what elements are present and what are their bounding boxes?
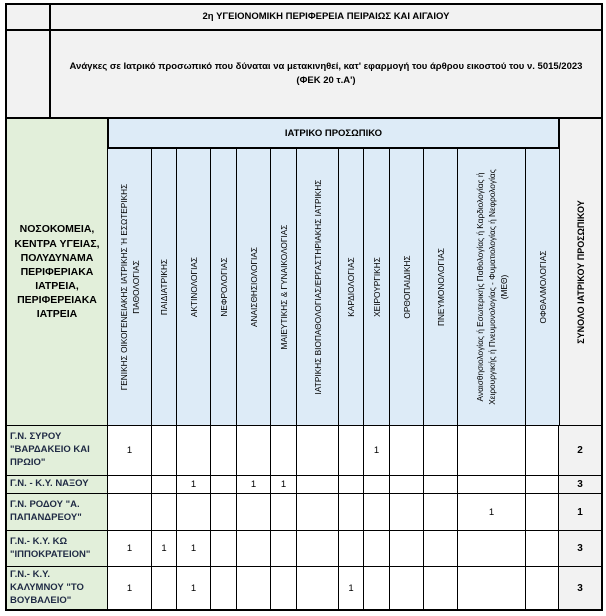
specialty-header-text: ΜΑΙΕΥΤΙΚΗΣ & ΓΥΝΑΙΚΟΛΟΓΙΑΣ xyxy=(278,224,289,350)
value-cell: 1 xyxy=(176,530,211,567)
value-cell xyxy=(296,475,339,494)
specialty-column-header xyxy=(525,147,560,427)
specialty-column-header xyxy=(338,147,364,427)
specialty-header-text: ΝΕΦΡΟΛΟΓΙΑΣ xyxy=(218,257,229,317)
facility-header-text: ΝΟΣΟΚΟΜΕΙΑ, ΚΕΝΤΡΑ ΥΓΕΙΑΣ, ΠΟΛΥΔΥΝΑΜΑ ΠΕΡΙΦΕΡΙΑΚΑ ΙΑΤΡΕΙΑ, ΠΕΡΙΦΕΡΕΙΑΚΑ ΙΑΤΡΕΙΑ xyxy=(14,223,100,321)
value-cell xyxy=(107,475,152,494)
specialty-header-text: ΙΑΤΡΙΚΗΣ ΒΙΟΠΑΘΟΛΟΓΙΑΣ/ΕΡΓΑΣΤΗΡΙΑΚΗΣ ΙΑΤΡΙΚΗΣ xyxy=(312,179,323,395)
row-total-cell: 3 xyxy=(558,530,603,567)
value-cell xyxy=(270,566,297,611)
value-cell xyxy=(296,425,339,476)
region-title-text: 2η ΥΓΕΙΟΝΟΜΙΚΗ ΠΕΡΙΦΕΡΕΙΑ ΠΕΙΡΑΙΩΣ ΚΑΙ ΑΙΓΑΙΟΥ xyxy=(202,11,450,23)
value-cell: 1 xyxy=(176,566,211,611)
value-cell xyxy=(457,425,526,476)
value-cell xyxy=(270,425,297,476)
value-cell xyxy=(363,475,390,494)
specialty-column-header xyxy=(389,147,424,427)
value-cell: 1 xyxy=(363,425,390,476)
row-total-cell: 2 xyxy=(558,425,603,476)
value-cell xyxy=(176,425,211,476)
value-cell xyxy=(457,475,526,494)
specialty-header-text: ΓΕΝΙΚΗΣ ΟΙΚΟΓΕΝΕΙΑΚΗΣ ΙΑΤΡΙΚΗΣ Ή ΕΣΩΤΕΡΙΚΗΣ ΠΑΘΟΛΟΓΙΑΣ xyxy=(118,183,141,391)
facility-name-cell: Γ.Ν. ΡΟΔΟΥ "Α. ΠΑΠΑΝΔΡΕΟΥ" xyxy=(5,493,109,531)
value-cell xyxy=(525,425,560,476)
value-cell xyxy=(338,493,364,531)
value-cell xyxy=(525,475,560,494)
value-cell xyxy=(338,425,364,476)
specialty-header-text: ΟΡΘΟΠΑΙΔΙΚΗΣ xyxy=(401,255,412,319)
page-subtitle-text: Ανάγκες σε Ιατρικό προσωπικό που δύναται να μετακινηθεί, κατ' εφαρμογή του άρθρου εικοστού του ν. 5015/2023 (ΦΕΚ 20 τ.Α') xyxy=(69,61,583,86)
specialty-header-text: ΠΑΙΔΙΑΤΡΙΚΗΣ xyxy=(158,258,169,316)
specialty-column-header xyxy=(363,147,390,427)
value-cell xyxy=(363,530,390,567)
total-header-text: ΣΥΝΟΛΟ ΙΑΤΡΙΚΟΥ ΠΡΟΣΩΠΙΚΟΥ xyxy=(575,200,586,344)
value-cell xyxy=(210,566,237,611)
value-cell xyxy=(423,493,458,531)
specialty-header-text: ΑΚΤΙΝΟΛΟΓΙΑΣ xyxy=(188,256,199,318)
value-cell xyxy=(423,566,458,611)
region-title xyxy=(49,3,603,31)
row-total-cell: 3 xyxy=(558,475,603,494)
value-cell xyxy=(236,566,271,611)
specialty-header-text: ΚΑΡΔΙΟΛΟΓΙΑΣ xyxy=(345,257,356,317)
group-header-text: ΙΑΤΡΙΚΟ ΠΡΟΣΩΠΙΚΟ xyxy=(284,127,383,139)
specialty-column-header xyxy=(236,147,271,427)
value-cell xyxy=(270,493,297,531)
medical-staff-group-header xyxy=(107,117,560,149)
value-cell: 1 xyxy=(107,530,152,567)
facility-column-header xyxy=(5,117,109,427)
value-cell xyxy=(210,493,237,531)
value-cell xyxy=(210,475,237,494)
value-cell xyxy=(270,530,297,567)
value-cell xyxy=(236,493,271,531)
value-cell xyxy=(151,425,177,476)
value-cell xyxy=(389,530,424,567)
value-cell xyxy=(296,530,339,567)
specialty-column-header xyxy=(176,147,211,427)
value-cell xyxy=(389,493,424,531)
value-cell xyxy=(423,475,458,494)
row-total-cell: 3 xyxy=(558,566,603,611)
value-cell xyxy=(389,566,424,611)
value-cell xyxy=(296,493,339,531)
value-cell xyxy=(525,566,560,611)
row-total-cell: 1 xyxy=(558,493,603,531)
value-cell: 1 xyxy=(270,475,297,494)
value-cell xyxy=(525,530,560,567)
value-cell xyxy=(176,493,211,531)
value-cell: 1 xyxy=(107,566,152,611)
specialty-header-text: Αναισθησιολογίας ή Εσωτερικής Παθολογίας ή Καρδιολογίας ή Χειρουργικής ή Πνευμονολογίας - Φυματιολογίας ή Νεφρολογίας (ΜΕΘ) xyxy=(474,169,509,405)
value-cell xyxy=(423,530,458,567)
specialty-column-header xyxy=(457,147,526,427)
specialty-header-text: ΠΝΕΥΜΟΝΟΛΟΓΙΑΣ xyxy=(435,247,446,327)
total-column-header xyxy=(558,117,603,427)
value-cell xyxy=(338,475,364,494)
specialty-header-text: ΟΦΘΑΛΜΟΛΟΓΙΑΣ xyxy=(537,250,548,324)
specialty-column-header xyxy=(296,147,339,427)
value-cell xyxy=(525,493,560,531)
value-cell xyxy=(151,493,177,531)
value-cell xyxy=(151,566,177,611)
value-cell xyxy=(107,493,152,531)
value-cell: 1 xyxy=(151,530,177,567)
facility-name-cell: Γ.Ν.- Κ.Υ. ΚΩ "ΙΠΠΟΚΡΑΤΕΙΟΝ" xyxy=(5,530,109,567)
value-cell xyxy=(389,425,424,476)
specialty-column-header xyxy=(270,147,297,427)
value-cell: 1 xyxy=(457,493,526,531)
specialty-header-text: ΑΝΑΙΣΘΗΣΙΟΛΟΓΙΑΣ xyxy=(248,246,259,328)
value-cell xyxy=(423,425,458,476)
facility-name-cell: Γ.Ν. ΣΥΡΟΥ "ΒΑΡΔΑΚΕΙΟ ΚΑΙ ΠΡΩΙΟ" xyxy=(5,425,109,476)
value-cell xyxy=(363,566,390,611)
value-cell xyxy=(338,530,364,567)
value-cell: 1 xyxy=(236,475,271,494)
value-cell xyxy=(210,425,237,476)
value-cell xyxy=(363,493,390,531)
value-cell xyxy=(296,566,339,611)
value-cell xyxy=(236,425,271,476)
facility-name-cell: Γ.Ν.- Κ.Υ. ΚΑΛΥΜΝΟΥ "ΤΟ ΒΟΥΒΑΛΕΙΟ" xyxy=(5,566,109,611)
facility-name-cell: Γ.Ν. - Κ.Υ. ΝΑΞΟΥ xyxy=(5,475,109,494)
value-cell: 1 xyxy=(176,475,211,494)
specialty-column-header xyxy=(151,147,177,427)
table-bottom-border xyxy=(5,609,603,611)
value-cell xyxy=(457,566,526,611)
value-cell xyxy=(389,475,424,494)
value-cell xyxy=(210,530,237,567)
value-cell: 1 xyxy=(107,425,152,476)
value-cell: 1 xyxy=(338,566,364,611)
page-subtitle xyxy=(49,29,603,119)
value-cell xyxy=(457,530,526,567)
corner-cell-top xyxy=(5,3,51,31)
value-cell xyxy=(151,475,177,494)
specialty-header-text: ΧΕΙΡΟΥΡΓΙΚΗΣ xyxy=(371,257,382,317)
value-cell xyxy=(236,530,271,567)
specialty-column-header xyxy=(107,147,152,427)
corner-cell-middle xyxy=(5,29,51,119)
specialty-column-header xyxy=(423,147,458,427)
specialty-column-header xyxy=(210,147,237,427)
